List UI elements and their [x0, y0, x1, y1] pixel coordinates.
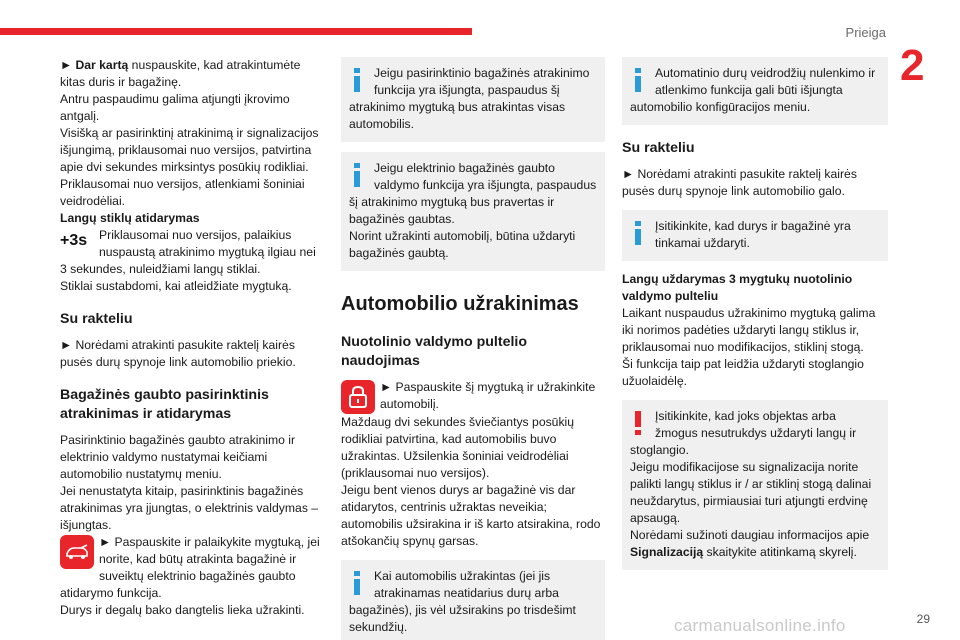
hold-3s-icon: [60, 228, 94, 250]
paragraph: Pasirinktinio bagažinės gaubto atrakinimo ir elektrinio valdymo nustatymai keičiami automobilio nustatymų meniu.: [60, 433, 296, 481]
info-note: Jeigu elektrinio bagažinės gaubto valdymo funkcija yra išjungta, paspaudus šį atrakinimo mygtuką bus pravertas ir bagažinės gaubtas. Norint užrakinti automobilį, būtina uždaryti bagažinės gaubtą.: [341, 152, 605, 271]
info-icon: [630, 68, 646, 92]
subheading-windows: Langų stiklų atidarymas: [60, 211, 200, 225]
lock-button-block: [341, 379, 605, 414]
hold-3s-block: [60, 227, 322, 278]
chapter-number: 2: [900, 41, 925, 90]
warning-icon: [630, 411, 646, 435]
paragraph: Jei nenustatyta kitaip, pasirinktinis bagažinės atrakinimas yra įjungtas, o elektrinis valdymas – išjungtas.: [60, 484, 319, 532]
column-1: [60, 57, 322, 619]
paragraph: Ši funkcija taip pat leidžia uždaryti stoglangio užuolaidėlę.: [622, 357, 864, 388]
section-title: Prieiga: [845, 25, 886, 40]
info-note: Įsitikinkite, kad durys ir bagažinė yra tinkamai uždaryti.: [622, 210, 888, 261]
column-3: [622, 57, 888, 580]
paragraph: Visišką ar pasirinktinį atrakinimą ir signalizacijos išjungimą, priklausomai nuo versijos, patvirtina apie dvi sekundes mirksintys posūkių rodikliai.: [60, 126, 319, 174]
warning-note: Įsitikinkite, kad joks objektas arba žmogus nesutrukdys uždaryti langų ir stoglangio. Jeigu modifikacijose su signalizacija norite palikti langų stiklus ir / ar stiklinį stogą dalinai neuždarytus, pirmiausiai turi atjungti erdvinę apsaugą. Norėdami sužinoti daugiau informacijos apie Signalizaciją skaitykite atitinkamą skyrelį.: [622, 400, 888, 570]
paragraph: ► Norėdami atrakinti pasukite raktelį kairės pusės durų spynoje link automobilio priekio.: [60, 338, 296, 369]
paragraph: Antru paspaudimu galima atjungti įkrovimo antgalį.: [60, 92, 290, 123]
paragraph: ► Dar kartą nuspauskite, kad atrakintumėte kitas duris ir bagažinę.: [60, 58, 301, 89]
heading-with-key: Su rakteliu: [622, 140, 695, 156]
page-number: 29: [916, 612, 930, 626]
heading-locking: Automobilio užrakinimas: [341, 293, 579, 315]
paragraph: Durys ir degalų bako dangtelis lieka užrakinti.: [60, 603, 305, 617]
info-icon: [630, 221, 646, 245]
info-note: Jeigu pasirinktinio bagažinės atrakinimo funkcija yra išjungta, paspaudus šį atrakinimo mygtuką bus atrakintas visas automobilis.: [341, 57, 605, 142]
info-icon: [349, 68, 365, 92]
header-accent-bar: [0, 28, 472, 35]
watermark: carmanualsonline.info: [674, 616, 846, 635]
heading-with-key: Su rakteliu: [60, 311, 133, 327]
heading-remote-control: Nuotolinio valdymo pultelio naudojimas: [341, 334, 528, 369]
subheading-window-closing: Langų uždarymas 3 mygtukų nuotolinio valdymo pulteliu: [622, 272, 853, 303]
paragraph: Priklausomai nuo versijos, palaikius nuspaustą atrakinimo mygtuką ilgiau nei 3 sekundes, nuleidžiami langų stiklai.: [60, 228, 316, 276]
paragraph: Maždaug dvi sekundes šviečiantys posūkių rodikliai patvirtina, kad automobilis buvo užrakintas. Užsilenkia šoniniai veidrodėliai (priklausomai nuo versijos).: [341, 415, 575, 480]
column-2: [341, 57, 605, 640]
paragraph: Priklausomai nuo versijos, atlenkiami šoniniai veidrodėliai.: [60, 177, 305, 208]
hold-3s-label: +3s: [60, 232, 88, 249]
info-note: Automatinio durų veidrodžių nulenkimo ir atlenkimo funkcija gali būti išjungta automobilio konfigūracijos meniu.: [622, 57, 888, 125]
boot-button-block: [60, 534, 322, 602]
info-icon: [349, 571, 365, 595]
info-icon: [349, 163, 365, 187]
paragraph: Stiklai sustabdomi, kai atleidžiate mygtuką.: [60, 279, 292, 293]
paragraph: ► Paspauskite ir palaikykite mygtuką, jei norite, kad būtų atrakinta bagažinė ir suveiktų elektrinio bagažinės gaubto atidarymo funkcija.: [60, 535, 320, 600]
car-boot-icon: [60, 535, 94, 569]
paragraph: ► Norėdami atrakinti pasukite raktelį kairės pusės durų spynoje link automobilio galo.: [622, 167, 857, 198]
info-note: Kai automobilis užrakintas (jei jis atrakinamas neatidarius durų arba bagažinės), jis vėl užsirakins po trisdešimt sekundžių.: [341, 560, 605, 640]
lock-icon: [341, 380, 375, 414]
paragraph: ► Paspauskite šį mygtuką ir užrakinkite automobilį.: [380, 380, 596, 411]
paragraph: Laikant nuspaudus užrakinimo mygtuką galima iki norimos padėties uždaryti langų stiklus ir, priklausomai nuo modifikacijos, stiklinį stogą.: [622, 306, 876, 354]
heading-boot-unlock: Bagažinės gaubto pasirinktinis atrakinimas ir atidarymas: [60, 387, 269, 422]
paragraph: Jeigu bent vienos durys ar bagažinė vis dar atidarytos, centrinis užraktas neveikia; automobilis užsirakina ir iš karto atsirakina, rodo atšokančių spynų garsas.: [341, 483, 601, 548]
